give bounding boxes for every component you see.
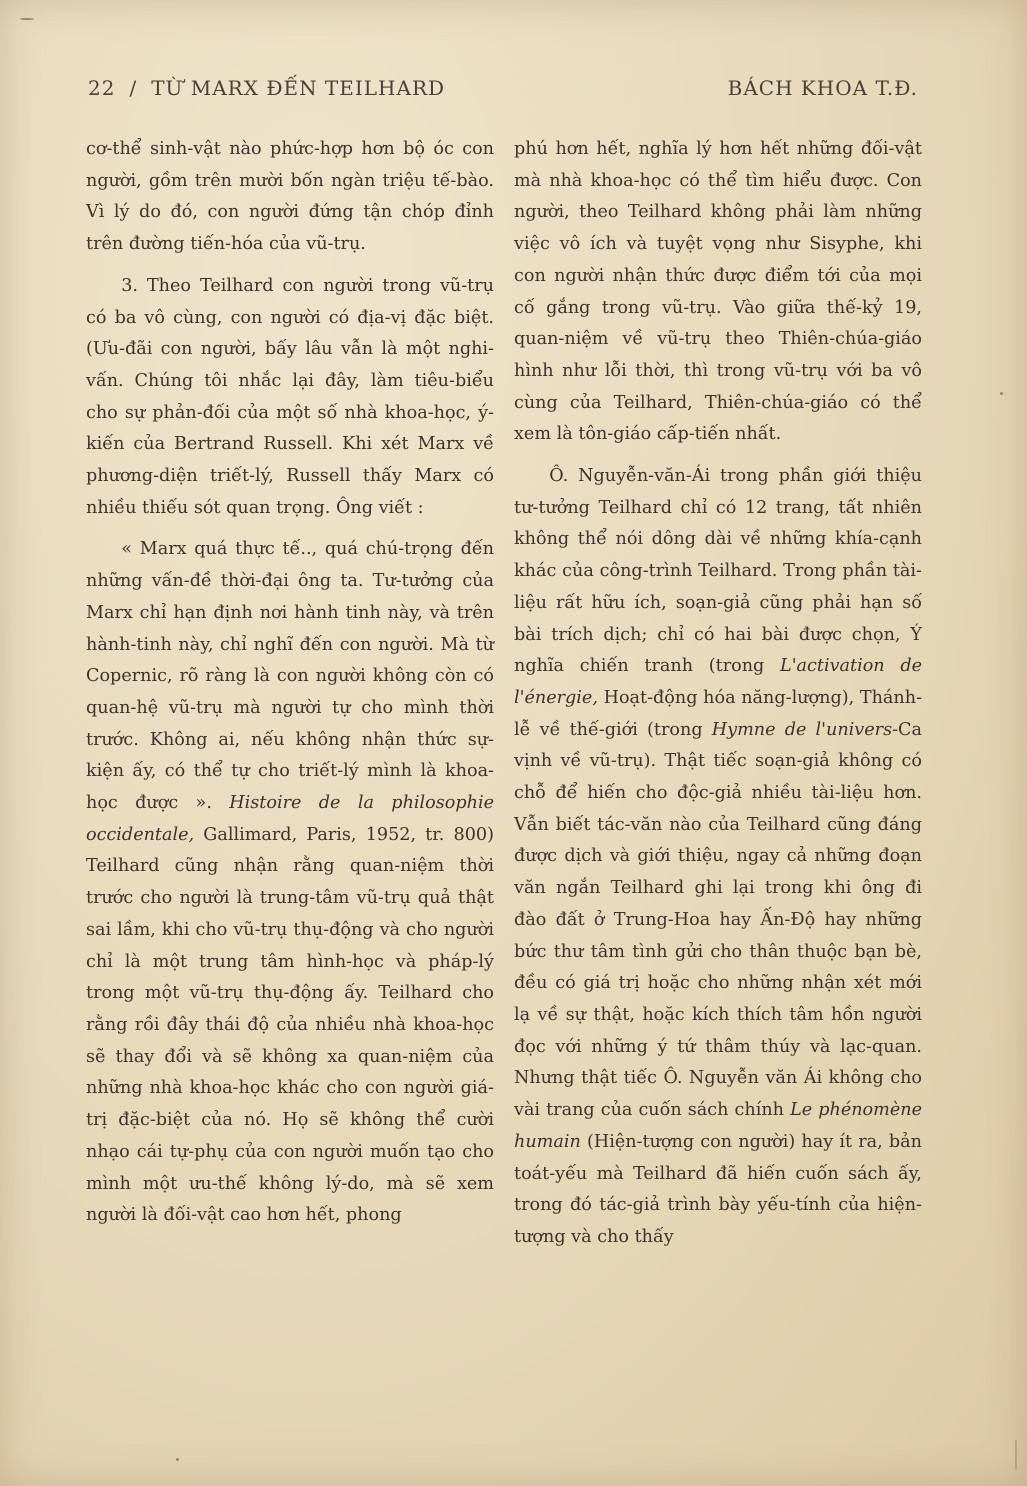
work-title-activation: L'activation de l'énergie, xyxy=(514,656,923,708)
paper-mark xyxy=(20,18,34,20)
book-citation-title: Histoire de la philosophie occidentale, xyxy=(86,793,495,845)
left-paragraph-1: cơ-thể sinh-vật nào phức-hợp hơn bộ óc con người, gồm trên mười bốn ngàn triệu tế-bào. Vì lý do đó, con người đứng tận chóp đỉnh trên đường tiến-hóa của vũ-trụ. xyxy=(86,139,494,255)
right-paragraph-1: phú hơn hết, nghĩa lý hơn hết những đối-vật mà nhà khoa-học có thể tìm hiểu được. Con người, theo Teilhard không phải làm những việc vô ích và tuyệt vọng như Sisyphe, khi con người nhận thức được điểm tới của mọi cố gắng trong vũ-trụ. Vào giữa thế-kỷ 19, quan-niệm về vũ-trụ theo Thiên-chúa-giáo hình như lỗi thời, thì trong vũ-trụ với ba vô cùng của Teilhard, Thiên-chúa-giáo có thể xem là tôn-giáo cấp-tiến nhất. xyxy=(514,139,922,445)
book-title: TỪ MARX ĐẾN TEILHARD xyxy=(151,76,446,100)
paper-edge-mark xyxy=(1015,1440,1017,1470)
paper-speck xyxy=(176,1458,179,1461)
publication-name: BÁCH KHOA T.Đ. xyxy=(727,76,918,100)
right-paragraph-2-a: Ô. Nguyễn-văn-Ái trong phần giới thiệu tư-tưởng Teilhard chỉ có 12 trang, tất nhiên không thể nói dông dài về những khía-cạnh khác của công-trình Teilhard. Trong phần tài-liệu rất hữu ích, soạn-giả cũng phải hạn số bài trích dịch; chỉ có hai bài được chọn, Ý nghĩa chiến tranh (trong xyxy=(514,466,922,677)
page-number: 22 xyxy=(88,76,116,100)
russell-quote: « Marx quá thực tế.., quá chú-trọng đến những vấn-đề thời-đại ông ta. Tư-tưởng của Marx chỉ hạn định nơi hành tinh này, và trên hành-tinh này, chỉ nghĩ đến con người. Mà từ Copernic, rõ ràng là con người không còn có quan-hệ vũ-trụ mà người tự cho mình thời trước. Không ai, nếu không nhận thức sự-kiện ấy, có thể tự cho triết-lý mình là khoa-học được ». xyxy=(86,539,494,814)
paper-speck xyxy=(1000,392,1003,395)
header-separator: / xyxy=(129,76,138,100)
right-paragraph-2 xyxy=(514,461,922,1254)
right-column xyxy=(514,134,922,1254)
right-paragraph-2-c: Ca vịnh về vũ-trụ). Thật tiếc soạn-giả không có chỗ để hiến cho độc-giả nhiều tài-liệu hơn. Vẫn biết tác-văn nào của Teilhard cũng đáng được dịch và giới thiệu, ngay cả những đoạn văn ngắn Teilhard ghi lại trong khi ông đi đào đất ở Trung-Hoa hay Ấn-Độ hay những bức thư tâm tình gửi cho thân thuộc bạn bè, đều có giá trị hoặc cho những nhận xét mới lạ về sự thật, hoặc kích thích tâm hồn người đọc với những ý tứ thâm thúy và lạc-quan. Nhưng thật tiếc Ô. Nguyễn văn Ái không cho vài trang của cuốn sách chính xyxy=(514,719,922,1121)
left-paragraph-3 xyxy=(86,534,494,1231)
work-title-phenomene: Le phénomène humain xyxy=(514,1100,922,1152)
right-paragraph-2-d: (Hiện-tượng con người) hay ít ra, bản toát-yếu mà Teilhard đã hiến cuốn sách ấy, trong đó tác-giả trình bày yếu-tính của hiện-tượng và cho thấy xyxy=(514,1131,923,1247)
left-paragraph-2: 3. Theo Teilhard con người trong vũ-trụ có ba vô cùng, con người có địa-vị đặc biệt. (Ưu-đãi con người, bấy lâu vẫn là một nghi-vấn. Chúng tôi nhắc lại đây, làm tiêu-biểu cho sự phản-đối của một số nhà khoa-học, ý-kiến của Bertrand Russell. Khi xét Marx về phương-diện triết-lý, Russell thấy Marx có nhiều thiếu sót quan trọng. Ông viết : xyxy=(86,275,494,518)
work-title-hymne: Hymne de l'univers- xyxy=(711,719,899,740)
header-left xyxy=(88,76,445,100)
left-paragraph-3-cont: Gallimard, Paris, 1952, tr. 800) Teilhard cũng nhận rằng quan-niệm thời trước cho người là trung-tâm vũ-trụ quả thật sai lầm, khi cho vũ-trụ thụ-động và cho người chỉ là một trung tâm hình-học và pháp-lý trong một vũ-trụ thụ-động ấy. Teilhard cho rằng rồi đây thái độ của nhiều nhà khoa-học sẽ thay đổi và sẽ không xa quan-niệm của những nhà khoa-học khác cho con người giá-trị đặc-biệt của nó. Họ sẽ không thể cười nhạo cái tự-phụ của con người muốn tạo cho mình một ưu-thế không lý-do, mà sẽ xem người là đối-vật cao hơn hết, phong xyxy=(86,824,494,1226)
right-paragraph-2-b: Hoạt-động hóa năng-lượng), Thánh-lễ về thế-giới (trong xyxy=(514,687,923,740)
left-column xyxy=(86,134,494,1232)
